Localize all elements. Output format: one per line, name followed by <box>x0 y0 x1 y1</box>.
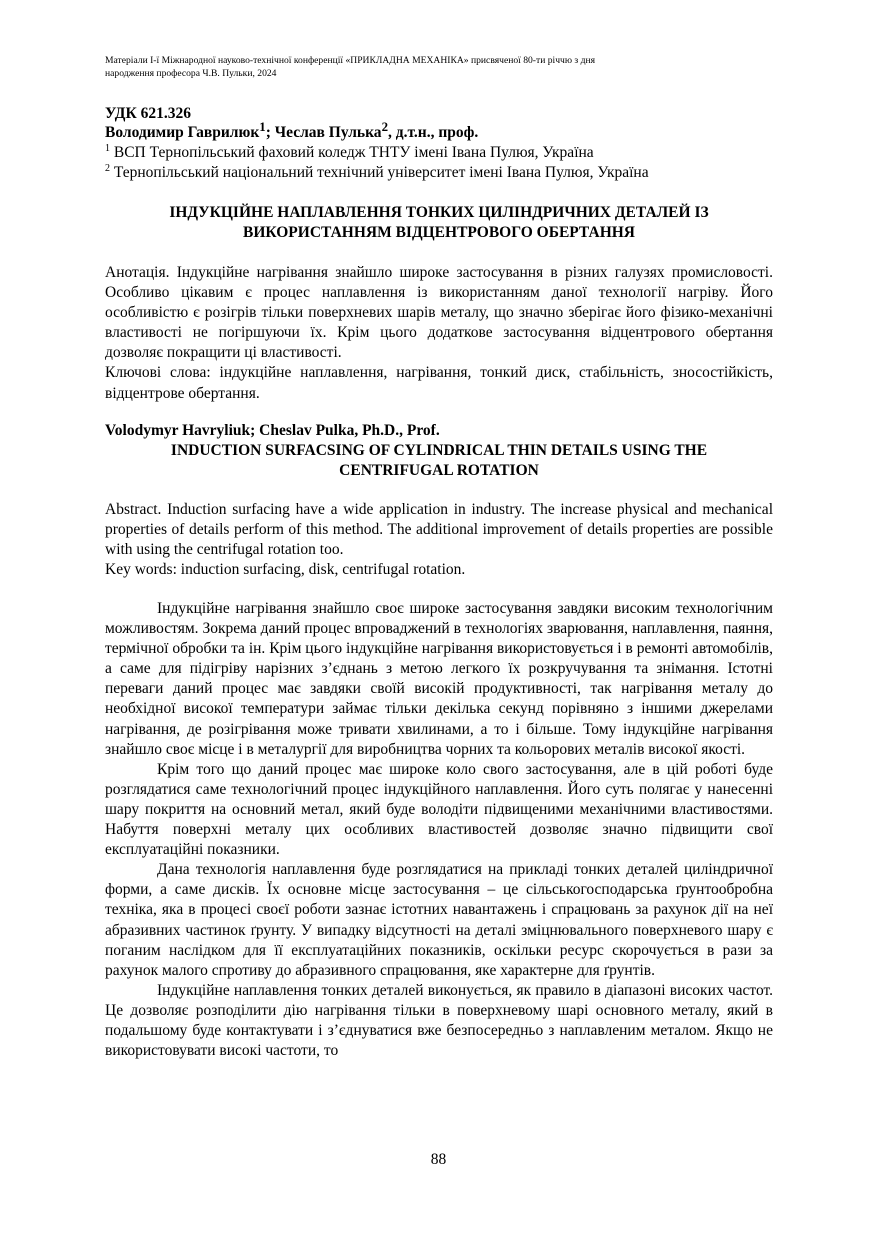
keywords-en: Key words: induction surfacing, disk, centrifugal rotation. <box>105 561 466 579</box>
abstract-ua-block <box>105 263 773 404</box>
title-ua-line-1: ІНДУКЦІЙНЕ НАПЛАВЛЕННЯ ТОНКИХ ЦИЛІНДРИЧНИХ ДЕТАЛЕЙ ІЗ <box>169 204 709 221</box>
author-1-mark: 1 <box>259 118 266 134</box>
affiliation-2-text: Тернопільський національний технічний університет імені Івана Пулюя, Україна <box>110 164 649 181</box>
affiliation-1 <box>105 143 773 163</box>
front-matter <box>105 104 773 243</box>
author-2-name: Чеслав Пулька <box>274 124 382 141</box>
affiliation-1-mark: 1 <box>105 142 110 154</box>
running-head-line-2: народження професора Ч.В. Пульки, 2024 <box>105 68 277 79</box>
title-ua <box>105 203 773 243</box>
body-paragraph-1: Індукційне нагрівання знайшло своє широке застосування завдяки високим технологічним можливостям. Зокрема даний процес впроваджений в технологіях зварювання, наплавлення, паяння, термічної обробки та ін. Крім цього індукційне нагрівання використовується і в ремонті автомобілів, а саме для підігріву нарізних з’єднань з метою легкого їх розкручування та знімання. Істотні переваги даний процес має завдяки своїй високій продуктивності, так нагрівання металу до необхідної високої температури займає тільки декілька секунд порівняно з іншими джерелами нагрівання, де розігрівання може тривати хвилинами, а то і більше. Тому індукційне нагрівання знайшло своє місце і в металургії для виробництва чорних та кольорових металів високої якості. <box>105 600 773 758</box>
body-paragraph-4: Індукційне наплавлення тонких деталей виконується, як правило в діапазоні високих частот. Це дозволяє розподілити дію нагрівання тільки в поверхневому шарі основного металу, який в подальшому буде контактувати і з’єднуватися вже безпосередньо з наплавленим металом. Якщо не використовувати високі частоти, то <box>105 981 773 1060</box>
authors-en: Volodymyr Havryliuk; Cheslav Pulka, Ph.D., Prof. <box>105 422 440 439</box>
author-separator: ; <box>265 124 275 141</box>
affiliation-1-text: ВСП Тернопільський фаховий коледж ТНТУ імені Івана Пулюя, Україна <box>110 144 594 161</box>
abstract-en: Abstract. Induction surfacing have a wide application in industry. The increase physical and mechanical properties of details perform of this method. The additional improvement of details properties are possible with using the centrifugal rotation too. <box>105 501 773 559</box>
english-heading <box>105 421 773 481</box>
udc-code: УДК 621.326 <box>105 105 191 122</box>
abstract-en-block <box>105 500 773 580</box>
affiliation-2-mark: 2 <box>105 162 110 174</box>
title-en <box>105 441 773 481</box>
title-ua-line-2: ВИКОРИСТАННЯМ ВІДЦЕНТРОВОГО ОБЕРТАННЯ <box>242 224 636 241</box>
body-text <box>105 599 773 1061</box>
page-number: 88 <box>430 1151 447 1168</box>
title-en-line-2: CENTRIFUGAL ROTATION <box>339 462 539 479</box>
abstract-ua: Анотація. Індукційне нагрівання знайшло широке застосування в різних галузях промисловості. Особливо цікавим є процес наплавлення із використанням даної технології нагріву. Його особливістю є розігрів тільки поверхневих шарів металу, що значно зберігає його фізико-механічні властивості не погіршуючи їх. Крім цього додаткове застосування відцентрового обертання дозволяє покращити ці властивості. <box>105 264 773 362</box>
body-paragraph-2: Крім того що даний процес має широке коло свого застосування, але в цій роботі буде розглядатися саме технологічний процес індукційного наплавлення. Його суть полягає у нанесенні шару покриття на основний метал, який буде володіти підвищеними механічними властивостями. Набуття поверхні металу цих особливих властивостей дозволяє значно підвищити свої експлуатаційні показники. <box>105 760 773 859</box>
keywords-ua: Ключові слова: індукційне наплавлення, нагрівання, тонкий диск, стабільність, зносостійкість, відцентрове обертання. <box>105 364 773 402</box>
author-2-mark: 2 <box>381 118 389 134</box>
body-paragraph-3: Дана технологія наплавлення буде розглядатися на прикладі тонких деталей циліндричної форми, а саме дисків. Їх основне місце застосування – це сільськогосподарська ґрунтообробна техніка, яка в процесі своєї роботи зазнає істотних навантажень і спрацювань за рахунок дії на неї абразивних частинок ґрунту. У випадку відсутності на деталі зміцнювального поверхневого шару є поганим наслідком для її експлуатаційних показників, оскільки ресурс скорочується в рази за рахунок малого спротиву до абразивного спрацювання, яке характерне для ґрунтів. <box>105 861 773 979</box>
title-en-line-1: INDUCTION SURFACSING OF CYLINDRICAL THIN DETAILS USING THE <box>170 442 708 459</box>
authors-ua <box>105 118 773 143</box>
running-head-line-1: Матеріали І-ї Міжнародної науково-технічної конференції «ПРИКЛАДНА МЕХАНІКА» присвяченої 80-ти річчю з дня <box>105 55 596 66</box>
author-1-name: Володимир Гаврилюк <box>105 124 260 141</box>
running-head <box>105 54 765 80</box>
author-2-degree: , д.т.н., проф. <box>388 124 479 141</box>
affiliation-2 <box>105 163 773 183</box>
